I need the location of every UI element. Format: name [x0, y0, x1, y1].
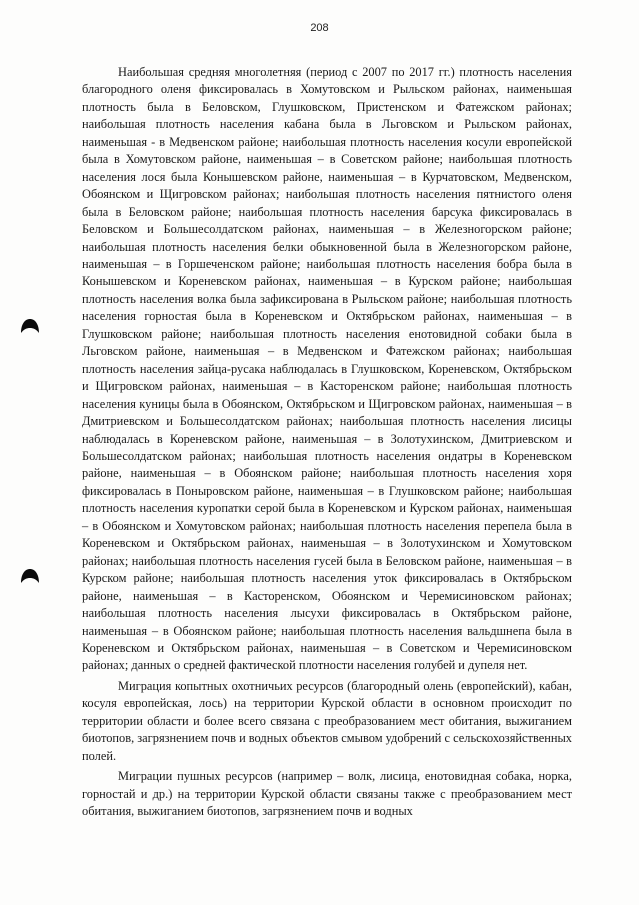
- paragraph-population-density: Наибольшая средняя многолетняя (период с 2007 по 2017 гг.) плотность населения благородного оленя фиксировалась в Хомутовском и Рыльском районах, наименьшая плотность была в Беловском, Глушковском, Пристенском и Фатежском районах; наибольшая плотность населения кабана была в Льговском и Рыльском районах, наименьшая - в Медвенском районе; наибольшая плотность населения косули европейской была в Хомутовском районе, наименьшая – в Советском районе; наибольшая плотность населения лося была Конышевском районе, наименьшая – в Курчатовском, Медвенском, Обоянском и Щигровском районах; наибольшая плотность населения пятнистого оленя была в Беловском районе; наибольшая плотность населения барсука фиксировалась в Беловском и Большесолдатском районах, наименьшая – в Железногорском районе; наибольшая плотность населения белки обыкновенной была в Железногорском районе, наименьшая – в Горшеченском районе; наибольшая плотность населения бобра была в Конышевском и Кореневском районах, наименьшая – в Курском районе; наибольшая плотность населения волка была зафиксирована в Рыльском районе; наибольшая плотность населения горностая была в Кореневском и Октябрьском районах, наименьшая – в Глушковском районе; наибольшая плотность населения енотовидной собаки была в Льговском районе, наименьшая – в Медвенском и Фатежском районах; наибольшая плотность населения зайца-русака наблюдалась в Глушковском, Кореневском, Октябрьском и Щигровском районах, наименьшая – в Касторенском районе; наибольшая плотность населения куницы была в Обоянском, Октябрьском и Щигровском районах, наименьшая – в Дмитриевском и Большесолдатском районах; наибольшая плотность населения лисицы наблюдалась в Кореневском районе, наименьшая – в Золотухинском, Дмитриевском и Большесолдатском районах; наибольшая плотность населения ондатры в Кореневском районе, наименьшая – в Обоянском районе; наибольшая плотность населения хоря фиксировалась в Поныровском районе, наименьшая – в Глушковском районе; наибольшая плотность населения куропатки серой была в Кореневском и Курском районах, наименьшая – в Обоянском и Хомутовском районах; наибольшая плотность населения перепела была в Кореневском и Октябрьском районах, наименьшая – в Золотухинском и Хомутовском районах; наибольшая плотность населения гусей была в Беловском районе, наименьшая – в Курском районе; наибольшая плотность населения уток фиксировалась в Октябрьском районе, наименьшая – в Касторенском, Обоянском и Черемисиновском районах; наибольшая плотность населения лысухи фиксировалась в Октябрьском районе, наименьшая – в Обоянском районе; наибольшая плотность населения вальдшнепа была в Кореневском и Октябрьском районах, наименьшая – в Советском и Черемисиновском районах; данных о средней фактической плотности населения голубей и дупеля нет.: [82, 65, 572, 673]
- paragraph-fur-migration: Миграции пушных ресурсов (например – волк, лисица, енотовидная собака, норка, горностай и др.) на территории Курской области связаны также с преобразованием мест обитания, выжиганием биотопов, загрязнением почв и водных: [82, 769, 572, 819]
- page-number: 208: [310, 22, 329, 34]
- document-body: [82, 64, 572, 823]
- binder-hole-mark: [20, 568, 40, 584]
- binder-hole-mark: [20, 318, 40, 334]
- paragraph-ungulate-migration: Миграция копытных охотничьих ресурсов (благородный олень (европейский), кабан, косуля европейская, лось) на территории Курской области в основном происходит по территории области и более всего связана с преобразованием мест обитания, выжиганием биотопов, загрязнением почв и водных объектов смывом удобрений с сельскохозяйственных полей.: [82, 678, 573, 763]
